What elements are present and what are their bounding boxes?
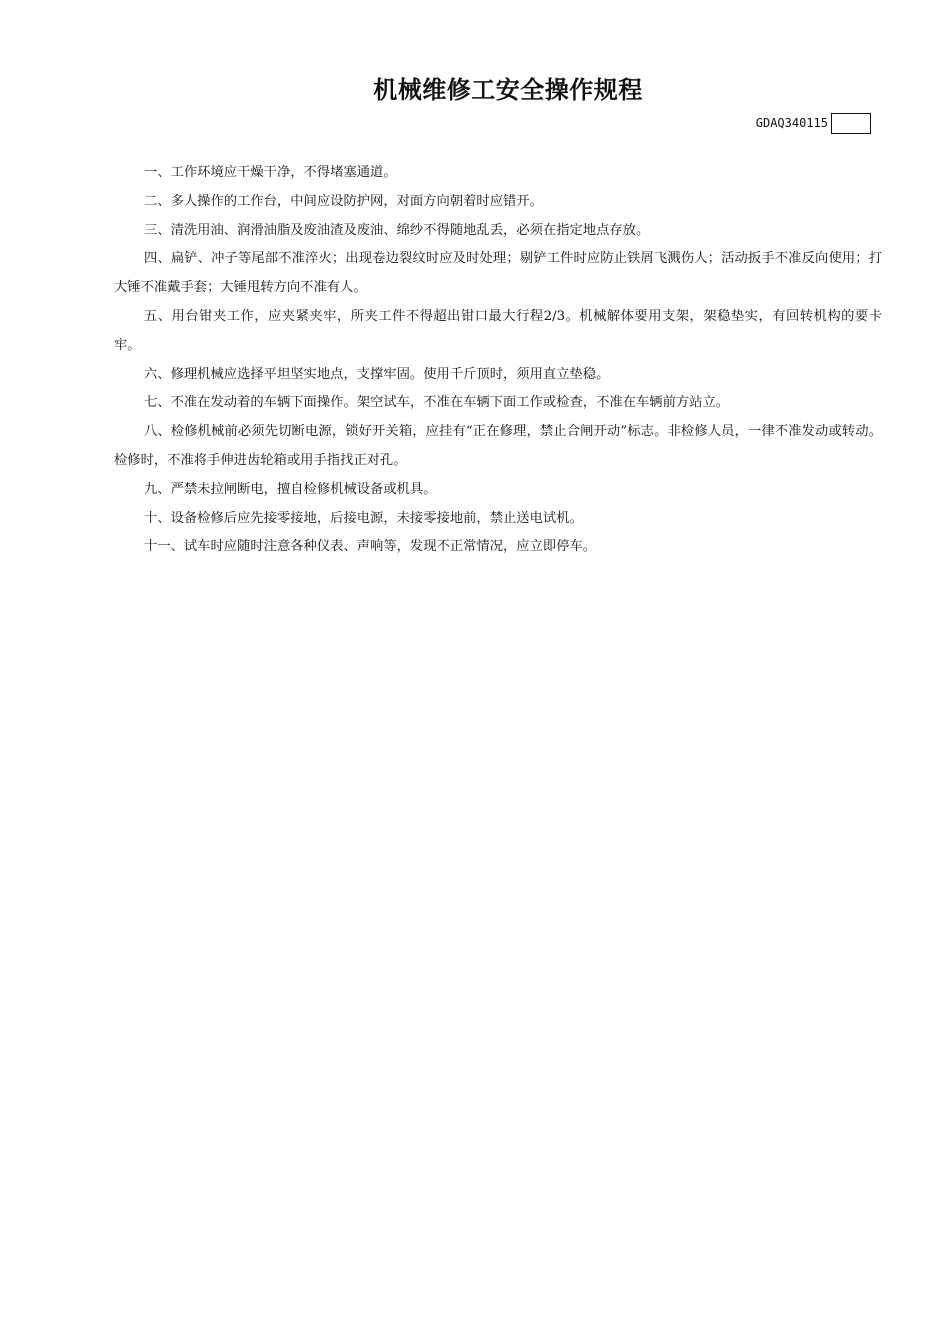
rule-item-9: 九、严禁未拉闸断电，擅自检修机械设备或机具。 <box>144 481 437 497</box>
rules-list <box>114 159 882 562</box>
rule-item-8: 八、检修机械前必须先切断电源，锁好开关箱，应挂有“正在修理，禁止合闸开动”标志。非检修人员，一律不准发动或转动。检修时，不准将手伸进齿轮箱或用手指找正对孔。 <box>114 424 882 468</box>
rule-item-1: 一、工作环境应干燥干净，不得堵塞通道。 <box>144 165 397 180</box>
rule-item-11: 十一、试车时应随时注意各种仪表、声响等，发现不正常情况，应立即停车。 <box>144 539 597 555</box>
document-title: 机械维修工安全操作规程 <box>373 76 643 104</box>
document-code-row <box>756 111 871 135</box>
rule-item-2: 二、多人操作的工作台，中间应设防护网，对面方向朝着时应错开。 <box>144 193 543 209</box>
document-code-box <box>831 113 871 134</box>
document-code: GDAQ340115 <box>755 116 828 130</box>
rule-item-5: 五、用台钳夹工作，应夹紧夹牢，所夹工件不得超出钳口最大行程2/3。机械解体要用支架，架稳垫实，有回转机构的要卡牢。 <box>114 308 882 353</box>
rule-item-7: 七、不准在发动着的车辆下面操作。架空试车，不准在车辆下面工作或检查，不准在车辆前方站立。 <box>144 395 730 411</box>
rule-item-6: 六、修理机械应选择平坦坚实地点，支撑牢固。使用千斤顶时，须用直立垫稳。 <box>144 366 610 382</box>
rule-item-4: 四、扁铲、冲子等尾部不准淬火；出现卷边裂纹时应及时处理；剔铲工件时应防止铁屑飞溅伤人；活动扳手不准反向使用；打大锤不准戴手套；大锤甩转方向不准有人。 <box>114 251 882 296</box>
rule-item-10: 十、设备检修后应先接零接地，后接电源，未接零接地前，禁止送电试机。 <box>144 510 583 526</box>
rule-item-3: 三、清洗用油、润滑油脂及废油渣及废油、绵纱不得随地乱丢，必须在指定地点存放。 <box>144 222 650 238</box>
